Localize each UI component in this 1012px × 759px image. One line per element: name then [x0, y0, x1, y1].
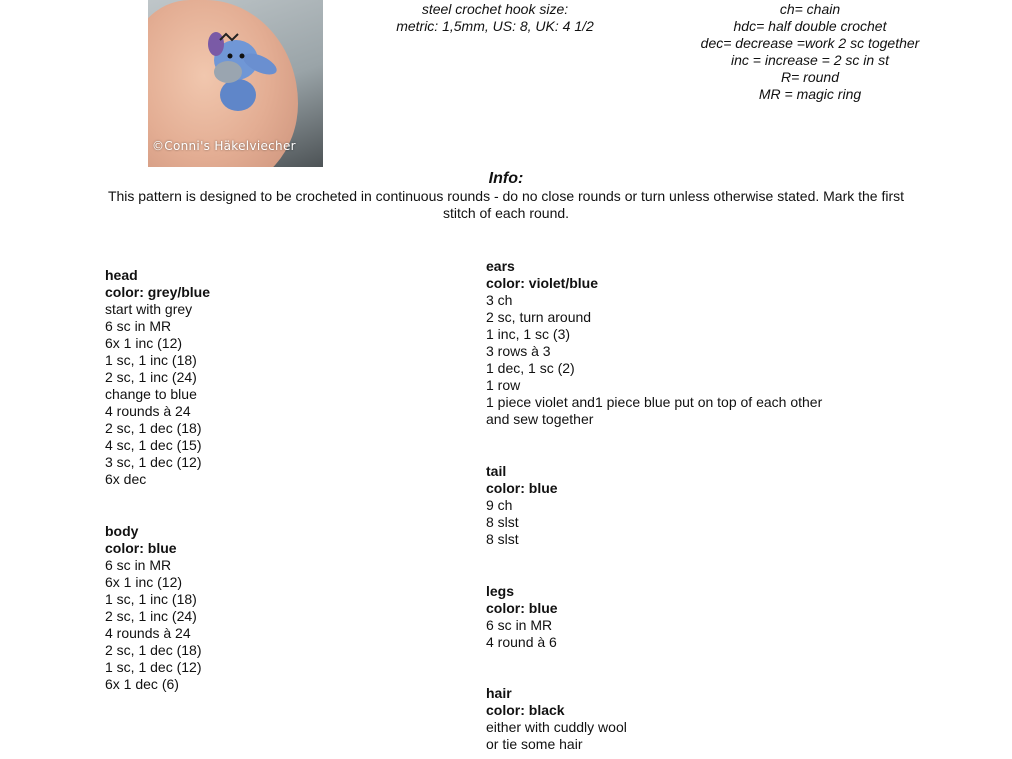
section-color: color: blue: [486, 600, 558, 616]
pattern-line: 6 sc in MR: [105, 318, 172, 334]
pattern-line: 2 sc, 1 dec (18): [105, 642, 202, 658]
pattern-line: 1 piece violet and1 piece blue put on top of each other: [486, 394, 823, 410]
section-hair: [486, 685, 627, 753]
pattern-line: either with cuddly wool: [486, 719, 627, 735]
pattern-line: change to blue: [105, 386, 197, 402]
pattern-line: start with grey: [105, 301, 193, 317]
pattern-line: 8 slst: [486, 531, 519, 547]
pattern-line: 6x 1 inc (12): [105, 335, 183, 351]
pattern-line: 3 ch: [486, 292, 513, 308]
photo-copyright: ©Conni's Häkelviecher: [152, 139, 296, 153]
pattern-line: 1 inc, 1 sc (3): [486, 326, 571, 342]
section-body: [105, 523, 202, 693]
section-color: color: blue: [105, 540, 177, 556]
pattern-line: 9 ch: [486, 497, 513, 513]
section-ears: [486, 258, 822, 428]
pattern-line: 1 sc, 1 inc (18): [105, 352, 197, 368]
section-title: tail: [486, 463, 507, 479]
section-title: ears: [486, 258, 515, 274]
pattern-line: 1 sc, 1 dec (12): [105, 659, 202, 675]
section-color: color: grey/blue: [105, 284, 211, 300]
pattern-line: 4 sc, 1 dec (15): [105, 437, 202, 453]
pattern-line: 8 slst: [486, 514, 519, 530]
info-text: This pattern is designed to be crocheted in continuous rounds - do no close rounds or turn unless otherwise stated. Mark the first stitch of each round.: [107, 188, 905, 221]
pattern-line: 4 round à 6: [486, 634, 557, 650]
donkey-figure-illustration: [188, 20, 288, 120]
pattern-line: 1 dec, 1 sc (2): [486, 360, 575, 376]
section-legs: [486, 583, 558, 651]
hook-size-block: [340, 1, 650, 35]
pattern-line: 6 sc in MR: [105, 557, 172, 573]
pattern-line: 2 sc, 1 inc (24): [105, 369, 197, 385]
pattern-line: 3 rows à 3: [486, 343, 551, 359]
pattern-line: 6x 1 inc (12): [105, 574, 183, 590]
abbreviation-line: hdc= half double crochet: [733, 18, 887, 34]
pattern-line: 3 sc, 1 dec (12): [105, 454, 202, 470]
pattern-line: 1 row: [486, 377, 521, 393]
hook-line: steel crochet hook size:: [421, 1, 569, 17]
abbreviation-line: R= round: [781, 69, 839, 85]
pattern-line: 4 rounds à 24: [105, 625, 191, 641]
hook-line: metric: 1,5mm, US: 8, UK: 4 1/2: [396, 18, 594, 34]
pattern-line: 4 rounds à 24: [105, 403, 191, 419]
info-title: Info:: [488, 170, 524, 187]
section-title: hair: [486, 685, 512, 701]
pattern-line: 2 sc, turn around: [486, 309, 592, 325]
section-title: legs: [486, 583, 515, 599]
abbreviation-line: ch= chain: [779, 1, 841, 17]
section-title: body: [105, 523, 139, 539]
pattern-line: and sew together: [486, 411, 594, 427]
abbreviation-line: dec= decrease =work 2 sc together: [700, 35, 920, 51]
pattern-line: 1 sc, 1 inc (18): [105, 591, 197, 607]
pattern-line: or tie some hair: [486, 736, 583, 752]
section-head: [105, 267, 210, 488]
pattern-line: 2 sc, 1 inc (24): [105, 608, 197, 624]
section-color: color: black: [486, 702, 565, 718]
abbreviation-line: inc = increase = 2 sc in st: [731, 52, 889, 68]
abbreviation-line: MR = magic ring: [758, 86, 862, 102]
pattern-line: 6x 1 dec (6): [105, 676, 179, 692]
photo-donkey: [148, 0, 323, 167]
section-color: color: blue: [486, 480, 558, 496]
pattern-line: 2 sc, 1 dec (18): [105, 420, 202, 436]
pattern-line: 6x dec: [105, 471, 147, 487]
section-title: head: [105, 267, 138, 283]
section-tail: [486, 463, 558, 548]
section-color: color: violet/blue: [486, 275, 599, 291]
abbreviations-block: [660, 1, 960, 103]
pattern-line: 6 sc in MR: [486, 617, 553, 633]
